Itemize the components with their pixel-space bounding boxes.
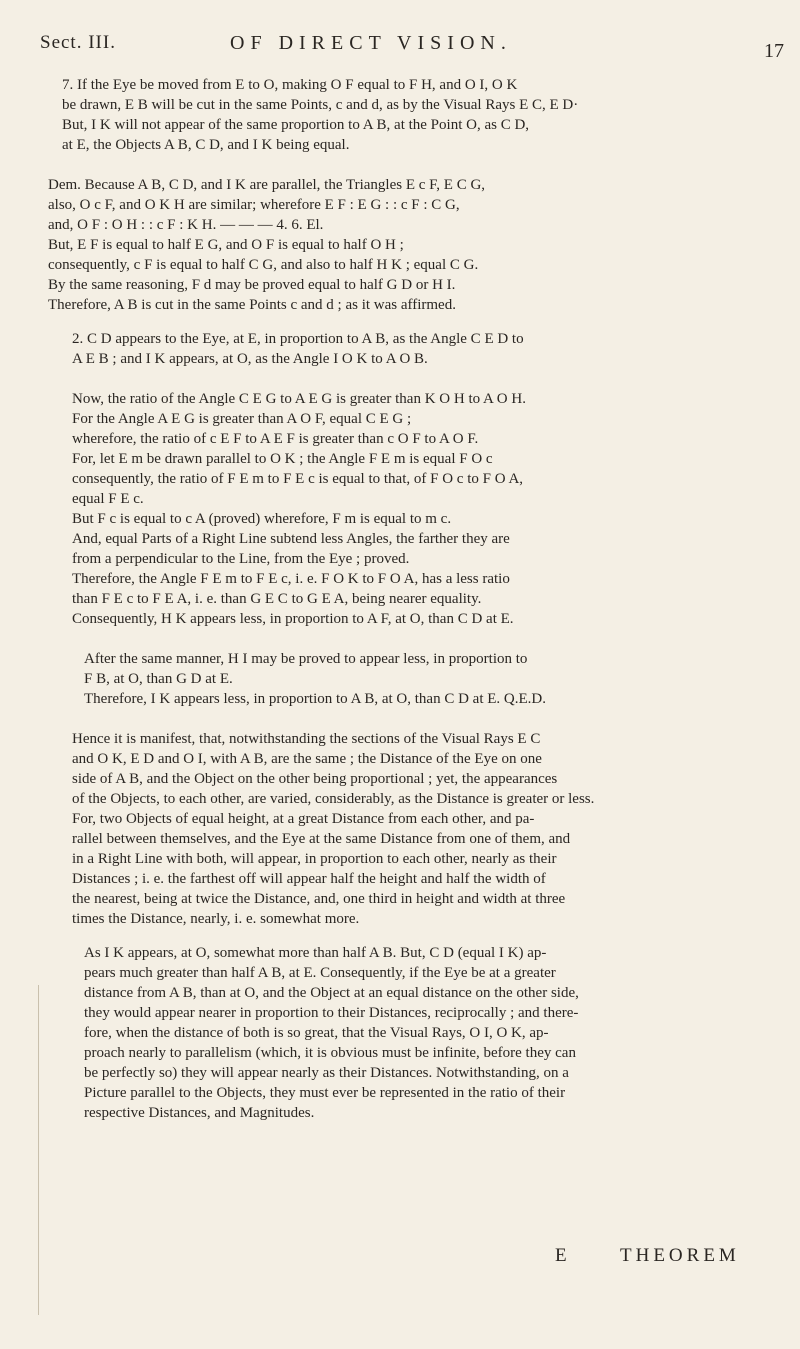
text-line: 7. If the Eye be moved from E to O, making O F equal to F H, and O I, O K — [62, 77, 518, 93]
text-line: But, E F is equal to half E G, and O F is equal to half O H ; — [48, 237, 404, 253]
text-line: in a Right Line with both, will appear, in proportion to each other, nearly as their — [72, 851, 557, 867]
paragraph — [48, 943, 768, 1123]
running-head — [40, 24, 784, 74]
text-line: distance from A B, than at O, and the Object at an equal distance on the other side, — [84, 985, 579, 1001]
text-line: of the Objects, to each other, are varied, considerably, as the Distance is greater or less. — [72, 791, 595, 807]
text-line: Therefore, I K appears less, in proportion to A B, at O, than C D at E. Q.E.D. — [84, 691, 546, 707]
page-heading: OF DIRECT VISION. — [230, 32, 512, 54]
text-line: from a perpendicular to the Line, from the Eye ; proved. — [72, 551, 410, 567]
paragraph — [48, 649, 768, 709]
paragraph — [48, 389, 768, 629]
text-line: Consequently, H K appears less, in proportion to A F, at O, than C D at E. — [72, 611, 514, 627]
text-line: Therefore, the Angle F E m to F E c, i. e. F O K to F O A, has a less ratio — [72, 571, 510, 587]
text-line: After the same manner, H I may be proved to appear less, in proportion to — [84, 651, 528, 667]
text-line: By the same reasoning, F d may be proved equal to half G D or H I. — [48, 277, 456, 293]
text-line: be drawn, E B will be cut in the same Points, c and d, as by the Visual Rays E C, E D· — [62, 97, 579, 113]
text-line: pears much greater than half A B, at E. Consequently, if the Eye be at a greater — [84, 965, 556, 981]
text-line: and, O F : O H : : c F : K H. — — — 4. 6. El. — [48, 217, 324, 233]
text-line: also, O c F, and O K H are similar; wherefore E F : E G : : c F : C G, — [48, 197, 460, 213]
paragraph — [48, 75, 768, 155]
text-line: Therefore, A B is cut in the same Points c and d ; as it was affirmed. — [48, 297, 456, 313]
text-line: times the Distance, nearly, i. e. somewhat more. — [72, 911, 360, 927]
text-line: As I K appears, at O, somewhat more than half A B. But, C D (equal I K) ap- — [84, 945, 547, 961]
text-line: A E B ; and I K appears, at O, as the Angle I O K to A O B. — [72, 351, 428, 367]
catchword: THEOREM — [620, 1245, 740, 1266]
text-line: rallel between themselves, and the Eye at the same Distance from one of them, and — [72, 831, 571, 847]
text-line: than F E c to F E A, i. e. than G E C to G E A, being nearer equality. — [72, 591, 482, 607]
text-line: consequently, c F is equal to half C G, and also to half H K ; equal C G. — [48, 257, 479, 273]
text-line: at E, the Objects A B, C D, and I K being equal. — [62, 137, 350, 153]
text-line: For, two Objects of equal height, at a great Distance from each other, and pa- — [72, 811, 535, 827]
paragraph — [48, 329, 768, 369]
page-number: 17 — [764, 40, 784, 62]
text-line: Distances ; i. e. the farthest off will appear half the height and half the width of — [72, 871, 546, 887]
text-line: Hence it is manifest, that, notwithstanding the sections of the Visual Rays E C — [72, 731, 541, 747]
text-line: For the Angle A E G is greater than A O F, equal C E G ; — [72, 411, 412, 427]
text-line: And, equal Parts of a Right Line subtend less Angles, the farther they are — [72, 531, 510, 547]
text-line: F B, at O, than G D at E. — [84, 671, 233, 687]
text-line: 2. C D appears to the Eye, at E, in proportion to A B, as the Angle C E D to — [72, 331, 524, 347]
text-line: and O K, E D and O I, with A B, are the same ; the Distance of the Eye on one — [72, 751, 542, 767]
text-line: proach nearly to parallelism (which, it is obvious must be infinite, before they can — [84, 1045, 576, 1061]
text-line: the nearest, being at twice the Distance, and, one third in height and width at three — [72, 891, 566, 907]
text-line: consequently, the ratio of F E m to F E c is equal to that, of F O c to F O A, — [72, 471, 524, 487]
text-line: equal F E c. — [72, 491, 144, 507]
text-line: side of A B, and the Object on the other being proportional ; yet, the appearances — [72, 771, 558, 787]
text-line: But, I K will not appear of the same proportion to A B, at the Point O, as C D, — [62, 117, 530, 133]
body-text — [48, 75, 768, 1123]
text-line: wherefore, the ratio of c E F to A E F is greater than c O F to A O F. — [72, 431, 479, 447]
page-footer — [0, 1245, 800, 1285]
paragraph — [48, 175, 768, 315]
text-line: But F c is equal to c A (proved) wherefore, F m is equal to m c. — [72, 511, 452, 527]
text-line: For, let E m be drawn parallel to O K ; the Angle F E m is equal F O c — [72, 451, 493, 467]
signature-mark: E — [555, 1245, 567, 1266]
text-line: they would appear nearer in proportion to their Distances, reciprocally ; and there- — [84, 1005, 579, 1021]
paragraph — [48, 729, 768, 929]
text-line: Picture parallel to the Objects, they must ever be represented in the ratio of their — [84, 1085, 566, 1101]
text-line: respective Distances, and Magnitudes. — [84, 1105, 315, 1121]
text-line: Now, the ratio of the Angle C E G to A E G is greater than K O H to A O H. — [72, 391, 526, 407]
text-line: Dem. Because A B, C D, and I K are parallel, the Triangles E c F, E C G, — [48, 177, 486, 193]
text-line: be perfectly so) they will appear nearly as their Distances. Notwithstanding, on a — [84, 1065, 569, 1081]
text-line: fore, when the distance of both is so great, that the Visual Rays, O I, O K, ap- — [84, 1025, 549, 1041]
section-label: Sect. III. — [40, 32, 116, 53]
